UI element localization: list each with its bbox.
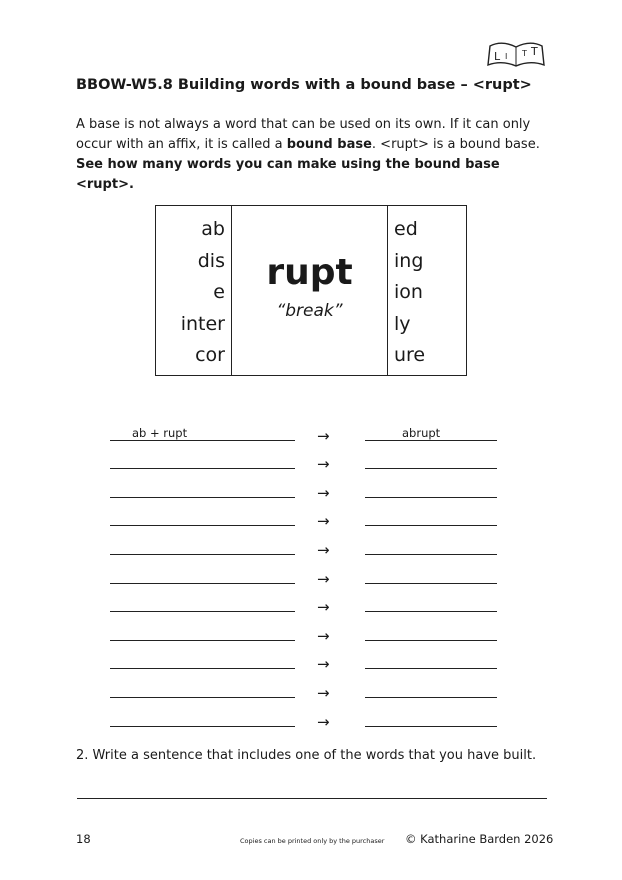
word-sum-example: ab + rupt bbox=[132, 425, 188, 440]
copyright: © Katharine Barden 2026 bbox=[405, 832, 554, 846]
builder-row bbox=[110, 498, 500, 531]
suffix-column bbox=[387, 206, 466, 375]
arrow-icon: → bbox=[317, 626, 330, 645]
arrow-icon: → bbox=[317, 655, 330, 674]
builder-row bbox=[110, 641, 500, 674]
builder-row bbox=[110, 526, 500, 559]
built-word-field[interactable] bbox=[365, 726, 497, 727]
arrow-icon: → bbox=[317, 455, 330, 474]
prefix-item: dis bbox=[197, 249, 225, 272]
builder-row bbox=[110, 612, 500, 645]
word-matrix bbox=[155, 205, 467, 376]
svg-text:T: T bbox=[522, 49, 527, 58]
arrow-icon: → bbox=[317, 540, 330, 559]
builder-row bbox=[110, 698, 500, 731]
page-number: 18 bbox=[76, 832, 91, 846]
arrow-icon: → bbox=[317, 426, 330, 445]
prefix-item: cor bbox=[195, 344, 225, 366]
intro-bold-term: bound base bbox=[286, 137, 372, 152]
arrow-icon: → bbox=[317, 712, 330, 731]
prefix-item: ab bbox=[201, 218, 225, 240]
intro-text-2: . <rupt> is a bound base. bbox=[371, 137, 540, 152]
builder-row bbox=[110, 441, 500, 474]
svg-text:L: L bbox=[494, 50, 501, 63]
svg-text:I: I bbox=[505, 52, 508, 61]
suffix-item: ure bbox=[394, 344, 426, 366]
builder-row bbox=[110, 669, 500, 702]
arrow-icon: → bbox=[317, 598, 330, 617]
base-word: rupt bbox=[266, 252, 353, 293]
built-word-example: abrupt bbox=[402, 425, 441, 440]
intro-paragraph bbox=[76, 115, 556, 195]
prefix-column bbox=[156, 206, 232, 375]
question-2: 2. Write a sentence that includes one of the words that you have built. bbox=[76, 748, 537, 763]
arrow-icon: → bbox=[317, 569, 330, 588]
lift-logo bbox=[484, 38, 548, 70]
builder-row bbox=[110, 469, 500, 502]
word-sum-field[interactable] bbox=[110, 726, 295, 727]
word-builder-rows bbox=[110, 412, 500, 731]
copy-note: Copies can be printed only by the purchaser bbox=[240, 837, 385, 845]
prefix-item: e bbox=[213, 281, 225, 303]
builder-row bbox=[110, 555, 500, 588]
suffix-item: ion bbox=[394, 281, 423, 303]
suffix-item: ly bbox=[394, 312, 411, 335]
suffix-item: ed bbox=[394, 218, 418, 240]
builder-row bbox=[110, 412, 500, 445]
builder-row bbox=[110, 584, 500, 617]
page-title: BBOW-W5.8 Building words with a bound base – <rupt> bbox=[76, 77, 532, 93]
intro-text-1: A base is not always a word that can be used on its own. If it can only occur with an affix, it is called a bbox=[76, 117, 531, 152]
arrow-icon: → bbox=[317, 512, 330, 531]
prefix-item: inter bbox=[180, 312, 225, 335]
svg-text:T: T bbox=[531, 45, 538, 58]
sentence-answer-field[interactable] bbox=[77, 798, 547, 799]
base-column bbox=[232, 206, 387, 375]
base-meaning: “break” bbox=[276, 301, 343, 321]
suffix-item: ing bbox=[394, 249, 424, 272]
arrow-icon: → bbox=[317, 683, 330, 702]
arrow-icon: → bbox=[317, 483, 330, 502]
intro-instruction: See how many words you can make using the bound base <rupt>. bbox=[76, 157, 500, 192]
